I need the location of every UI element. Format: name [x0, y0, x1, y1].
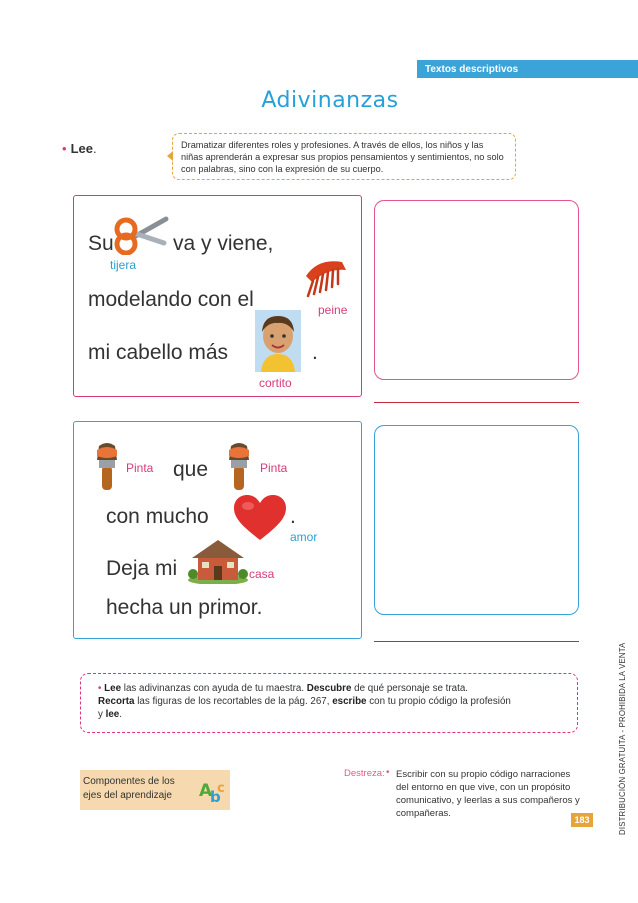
label-casa: casa [249, 567, 275, 581]
riddle2-line4: hecha un primor. [106, 596, 263, 619]
riddle1-line2: modelando con el [88, 288, 254, 311]
activity-text-2: de qué personaje se trata. [351, 683, 468, 694]
side-note: DISTRIBUCIÓN GRATUITA - PROHIBIDA LA VENTA [618, 642, 627, 835]
activity-lee-2: lee [105, 709, 120, 720]
heart-icon [232, 494, 288, 542]
label-tijera: tijera [110, 258, 137, 272]
section-header: Textos descriptivos [417, 60, 638, 78]
riddle1-line1-b: va y viene, [173, 232, 274, 255]
instruction-lee [62, 141, 97, 156]
abc-letters-icon [198, 772, 228, 806]
svg-text:c: c [217, 781, 225, 796]
activity-text-1: las adivinanzas con ayuda de tu maestra. [121, 683, 307, 694]
components-text: Componentes de los ejes del aprendizaje [83, 776, 175, 801]
answer-drawing-box-1[interactable] [374, 200, 579, 380]
page-title: Adivinanzas [261, 88, 399, 113]
riddle1-line3-end: . [312, 341, 318, 364]
comb-icon [298, 254, 352, 300]
boy-face-icon [255, 310, 301, 372]
answer-line-2[interactable] [374, 641, 579, 642]
activity-recorta: Recorta [98, 696, 135, 707]
svg-text:A: A [199, 781, 213, 801]
activity-text [98, 682, 518, 721]
label-pinta-1: Pinta [126, 461, 154, 475]
paintbrush-icon [90, 440, 124, 492]
riddle2-line2: con mucho [106, 505, 209, 528]
lee-suffix: . [92, 141, 97, 156]
house-icon [188, 538, 248, 584]
activity-descubre: Descubre [306, 683, 352, 694]
activity-text-4: con tu propio código la profesión y [98, 696, 511, 720]
teacher-note-text: Dramatizar diferentes roles y profesiones. A través de ellos, los niños y las niñas aprenderán a expresar sus propios pensamientos y sentimientos, no solo con palabras, sino con la expresión de su cuerpo. [181, 140, 504, 174]
teacher-note [172, 133, 516, 180]
destreza-label: Destreza: [344, 768, 385, 779]
label-amor: amor [290, 530, 318, 544]
riddle2-line2-end: . [290, 505, 296, 528]
paintbrush-icon [222, 440, 256, 492]
answer-drawing-box-2[interactable] [374, 425, 579, 615]
riddle1-line1-a: Su [88, 232, 114, 255]
riddle1-line3: mi cabello más [88, 341, 229, 364]
activity-lee: Lee [104, 683, 122, 694]
destreza-text: Escribir con su propio código narraciones del entorno en que vive, con un propósito comunicativo, y leerlas a sus compañeros y compañeras. [396, 769, 580, 819]
label-peine: peine [318, 303, 348, 317]
label-cortito: cortito [259, 376, 292, 390]
bullet-icon: • [98, 683, 102, 694]
scissors-icon [112, 213, 170, 255]
label-pinta-2: Pinta [260, 461, 288, 475]
activity-text-5: . [119, 709, 122, 720]
lee-label: Lee [70, 141, 93, 156]
riddle2-line3: Deja mi [106, 557, 178, 580]
riddle2-word-que: que [173, 458, 209, 481]
svg-text:b: b [210, 788, 221, 806]
page-number: 183 [571, 813, 593, 827]
bullet-icon: • [386, 767, 390, 778]
activity-text-3: las figuras de los recortables de la pág. 267, [134, 696, 333, 707]
answer-line-1[interactable] [374, 402, 579, 403]
activity-escribe: escribe [332, 696, 367, 707]
bullet-icon: • [62, 141, 67, 156]
